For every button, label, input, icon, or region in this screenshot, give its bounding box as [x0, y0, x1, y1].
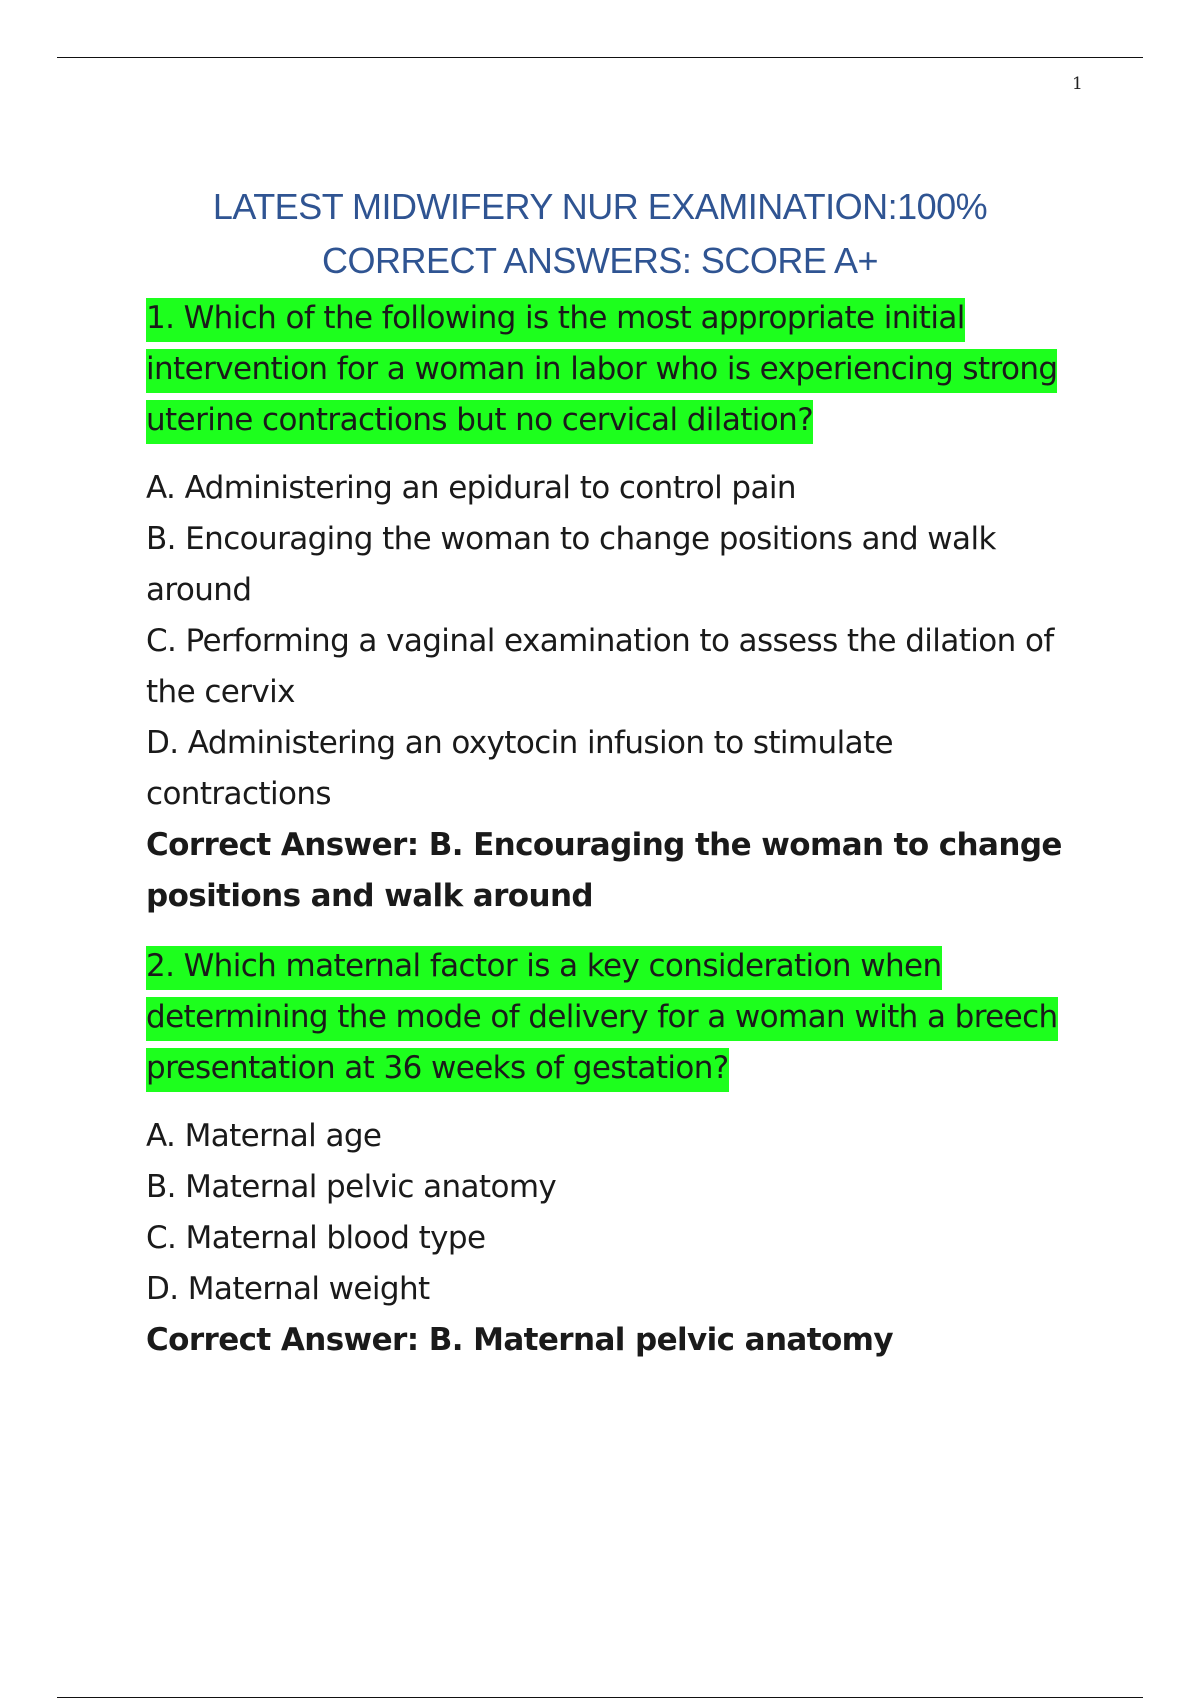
option-line: contractions: [146, 776, 331, 812]
question-block-1: [146, 293, 1092, 922]
option-a: [146, 463, 1092, 514]
correct-answer: [146, 1315, 1092, 1366]
question-line: [146, 941, 1092, 992]
option-c: [146, 616, 1092, 718]
title-line-1: LATEST MIDWIFERY NUR EXAMINATION:100%: [212, 186, 988, 227]
header-rule: [57, 57, 1143, 58]
highlighted-text: 1. Which of the following is the most appropriate initial: [146, 298, 965, 342]
answer-options: [146, 1111, 1092, 1315]
option-line: around: [146, 572, 252, 608]
option-line: A. Maternal age: [146, 1118, 382, 1154]
highlighted-text: determining the mode of delivery for a woman with a breech: [146, 997, 1058, 1041]
question-line: [146, 395, 1092, 446]
option-line: the cervix: [146, 674, 295, 710]
answer-line: positions and walk around: [146, 878, 594, 914]
option-line: C. Maternal blood type: [146, 1220, 486, 1256]
footer-rule: [57, 1697, 1143, 1698]
highlighted-text: intervention for a woman in labor who is experiencing strong: [146, 349, 1057, 393]
title-line-2: CORRECT ANSWERS: SCORE A+: [322, 240, 878, 281]
answer-options: [146, 463, 1092, 820]
question-line: [146, 344, 1092, 395]
highlighted-text: 2. Which maternal factor is a key consideration when: [146, 946, 942, 990]
question-block-2: [146, 941, 1092, 1366]
option-line: D. Administering an oxytocin infusion to stimulate: [146, 725, 894, 761]
option-line: A. Administering an epidural to control pain: [146, 470, 796, 506]
question-line: [146, 992, 1092, 1043]
option-a: [146, 1111, 1092, 1162]
option-line: D. Maternal weight: [146, 1271, 430, 1307]
option-line: B. Encouraging the woman to change positions and walk: [146, 521, 996, 557]
option-d: [146, 1264, 1092, 1315]
correct-answer: [146, 820, 1092, 922]
question-line: [146, 293, 1092, 344]
option-c: [146, 1213, 1092, 1264]
highlighted-text: uterine contractions but no cervical dilation?: [146, 400, 813, 444]
highlighted-text: presentation at 36 weeks of gestation?: [146, 1048, 729, 1092]
page-number: 1: [1072, 74, 1083, 94]
answer-line: Correct Answer: B. Encouraging the woman to change: [146, 827, 1062, 863]
option-line: C. Performing a vaginal examination to assess the dilation of: [146, 623, 1054, 659]
question-text: [146, 293, 1092, 446]
answer-line: Correct Answer: B. Maternal pelvic anatomy: [146, 1322, 893, 1358]
question-text: [146, 941, 1092, 1094]
document-title: [100, 180, 1100, 288]
question-line: [146, 1043, 1092, 1094]
option-b: [146, 514, 1092, 616]
option-line: B. Maternal pelvic anatomy: [146, 1169, 557, 1205]
option-d: [146, 718, 1092, 820]
option-b: [146, 1162, 1092, 1213]
